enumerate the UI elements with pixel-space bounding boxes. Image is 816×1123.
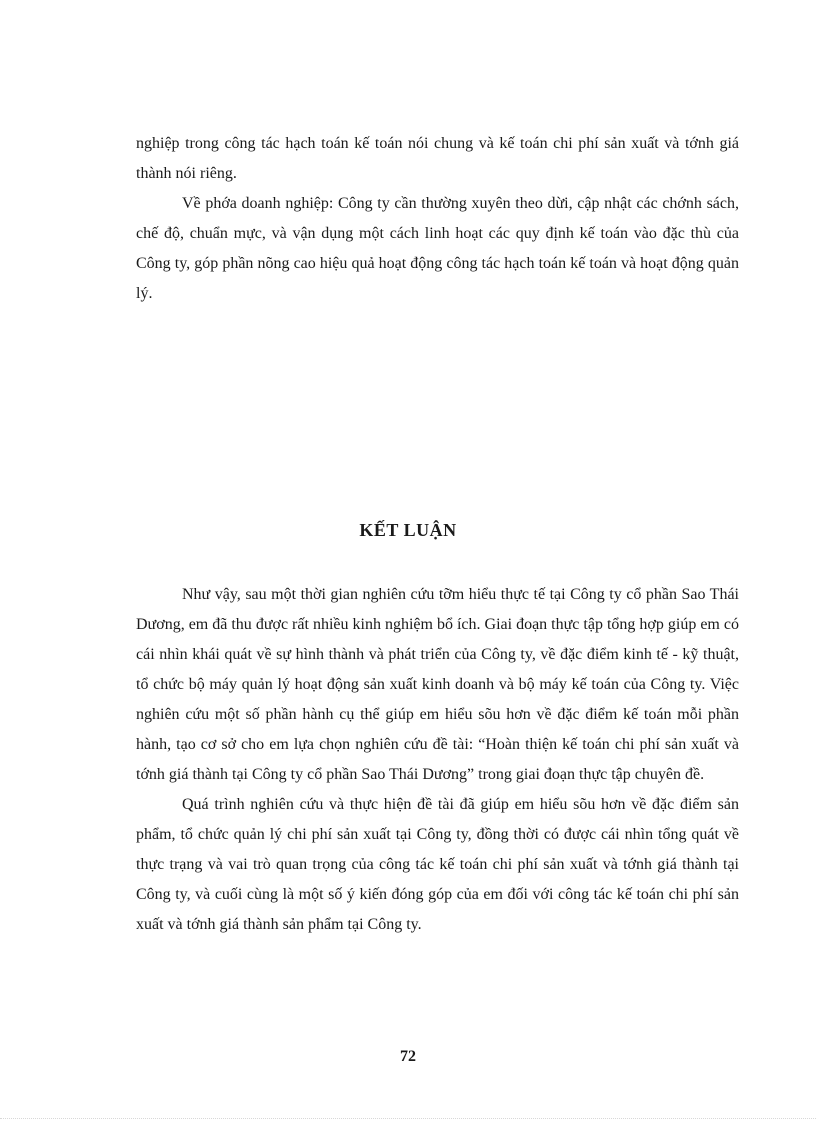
conclusion-heading: KẾT LUẬN [359, 520, 457, 540]
conclusion-paragraph-2: Quá trình nghiên cứu và thực hiện đề tài đã giúp em hiểu sõu hơn về đặc điểm sản phẩm, tổ chức quản lý chi phí sản xuất tại Công ty, đồng thời có được cái nhìn tổng quát về thực trạng và vai trò quan trọng của công tác kế toán chi phí sản xuất và tớnh giá thành tại Công ty, và cuối cùng là một số ý kiến đóng góp của em đối với công tác kế toán chi phí sản xuất và tớnh giá thành sản phẩm tại Công ty. [136, 796, 739, 933]
conclusion-paragraph-1: Như vậy, sau một thời gian nghiên cứu tỡm hiểu thực tế tại Công ty cổ phần Sao Thái Dương, em đã thu được rất nhiều kinh nghiệm bổ ích. Giai đoạn thực tập tổng hợp giúp em có cái nhìn khái quát về sự hình thành và phát triển của Công ty, về đặc điểm kinh tế - kỹ thuật, tổ chức bộ máy quản lý hoạt động sản xuất kinh doanh và bộ máy kế toán của Công ty. Việc nghiên cứu một số phần hành cụ thể giúp em hiểu sõu hơn về đặc điểm kế toán mỗi phần hành, tạo cơ sở cho em lựa chọn nghiên cứu đề tài: “Hoàn thiện kế toán chi phí sản xuất và tớnh giá thành tại Công ty cổ phần Sao Thái Dương” trong giai đoạn thực tập chuyên đề. [136, 586, 739, 783]
conclusion-section [136, 580, 739, 940]
continuation-section [136, 129, 739, 309]
continuation-paragraph: nghiệp trong công tác hạch toán kế toán nói chung và kế toán chi phí sản xuất và tớnh giá thành nói riêng. [136, 135, 739, 182]
company-recommendation-paragraph: Về phớa doanh nghiệp: Công ty cần thường xuyên theo dừi, cập nhật các chớnh sách, chế độ, chuẩn mực, và vận dụng một cách linh hoạt các quy định kế toán vào đặc thù của Công ty, góp phần nõng cao hiệu quả hoạt động công tác hạch toán kế toán và hoạt động quản lý. [136, 195, 739, 302]
page-number: 72 [400, 1048, 416, 1065]
footer-divider [0, 1118, 816, 1119]
